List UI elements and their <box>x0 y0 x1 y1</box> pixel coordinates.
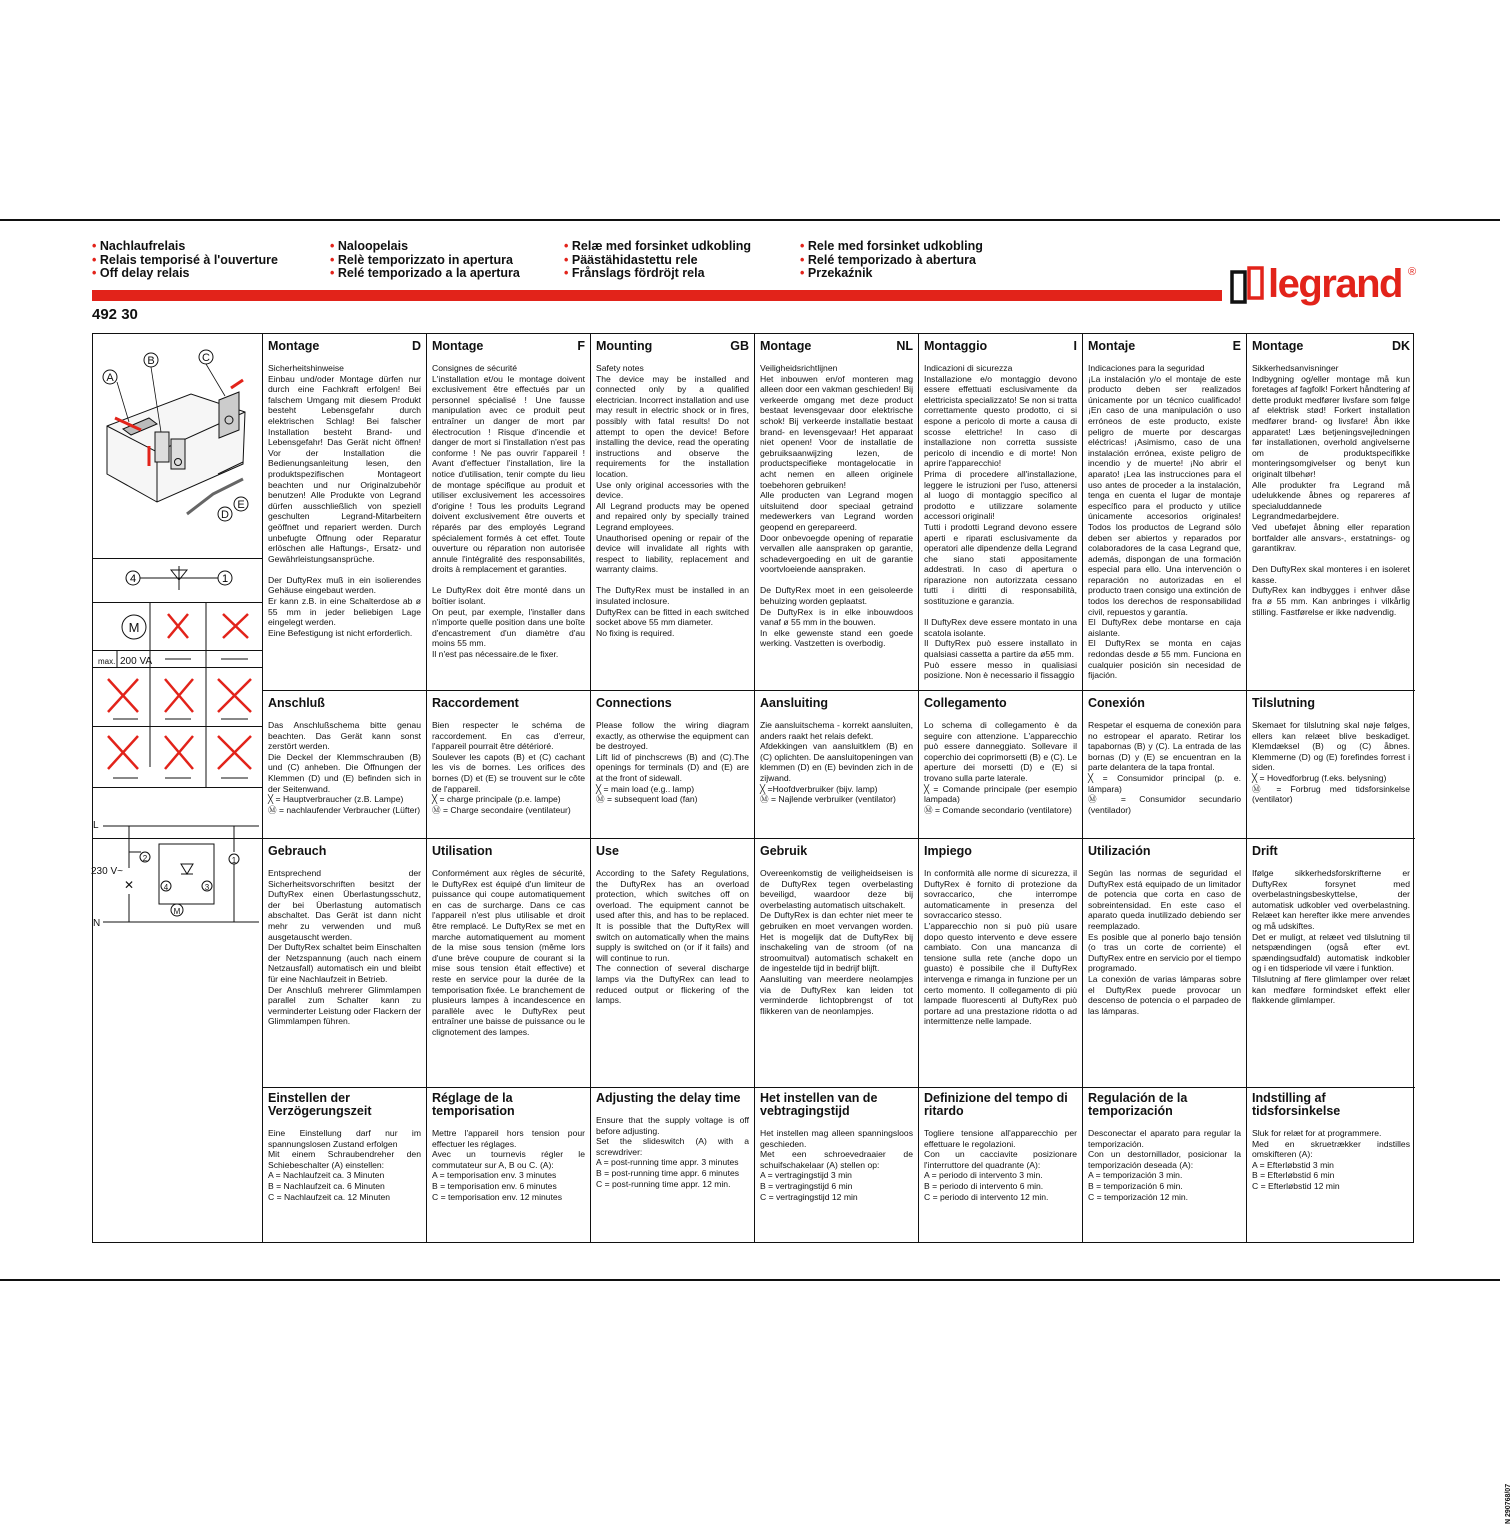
section-title: Montaje <box>1088 339 1136 353</box>
label-d: D <box>221 509 229 521</box>
language-code: F <box>577 339 585 353</box>
section-title: Collegamento <box>924 696 1007 710</box>
section-heading <box>432 844 585 858</box>
section-heading <box>1088 844 1241 858</box>
section-title: Anschluß <box>268 696 325 710</box>
relay-symbol <box>126 566 232 590</box>
section-body: Conformément aux règles de sécurité, le DuftyRex est équipé d'un limiteur de puissance qui coupe automatiquement en cas de surcharge. Dans ce cas l'appareil n'est plus utilisable et droit être remplacé. Le DuftyRex se met en marche automatiquement au moment de la mise sous tension (même lors d'une brève coupure de courant si la mise sous tension était effective) et reste en service pour la durée de la temporisation fixée. Le branchement de plusieurs lampes à incandescence en parallèle avec le DuftyRex peut entraîner une baisse de puissance ou le clignotement des lampes. <box>432 868 585 1037</box>
section-heading <box>760 696 913 710</box>
section-body: Overeenkomstig de veiligheidseisen is de DuftyRex tegen overbelasting beveiligd, waardoor deze bij overbelasting automatisch uitschakelt. De DuftyRex is dan echter niet meer te gebruiken en moet vervangen worden. Het is mogelijk dat de DuftyRex bij inschakeling van de stroom (of na stroomuitval) automatisch schakelt en de ingestelde tijd in bedrijf blijft. Aansluiting van meerdere neolampjes via de DuftyRex kan leiden tot verminderde lichtopbrengst of tot flikkeren van de neonlampjes. <box>760 868 913 1016</box>
instruction-table <box>91 333 1512 1524</box>
max-label: max. <box>98 657 116 666</box>
section-body: Sluk for relæt for at programmere. Med en skruetrækker indstilles omskifteren (A): A = Efterløbstid 3 min B = Efterløbstid 6 min C = Efterløbstid 12 min <box>1252 1128 1410 1191</box>
svg-text:1: 1 <box>231 856 237 865</box>
section-body: Respetar el esquema de conexión para no estropear el aparato. Retirar los tapabornas (B) y (C). La entrada de las bornas (D) y (E) se encuentran en la parte delantera de la tapa frontal. ╳ = Consumidor principal (p. e. lámpara) Ⓜ = Consumidor secundario (ventilador) <box>1088 720 1241 815</box>
section-title: Impiego <box>924 844 972 858</box>
section-heading <box>924 1092 1077 1118</box>
load-symbols <box>98 602 251 787</box>
section-title: Montaggio <box>924 339 988 353</box>
section-heading <box>760 844 913 858</box>
section-connection-i <box>919 691 1082 838</box>
label-c: C <box>202 352 210 364</box>
section-adjust-dk <box>1247 1088 1415 1242</box>
section-montage-f <box>427 334 590 690</box>
label-b: B <box>147 355 155 367</box>
section-body: Mettre l'appareil hors tension pour effectuer les réglages. Avec un tournevis régler le commutateur sur A, B ou C. (A): A = temporisation env. 3 minutes B = temporisation env. 6 minutes C = temporisation env. 12 minutes <box>432 1128 585 1202</box>
section-body: Indicaciones para la seguridad ¡La instalación y/o el montaje de este producto deben ser realizados únicamente por un técnico cualificado! ¡En caso de una manipulación o uso erróneos de este producto, existe peligro de muerte por descargas eléctricas! ¡Asimismo, caso de una instalación errónea, existe peligro de incendio y de muerte! ¡No abrir el aparato! ¡Lea las instrucciones para el uso antes de proceder a la instalación, tenga en cuenta el lugar de montaje específico para el producto y utilice únicamente accesorios originales! Todos los productos de Legrand sólo deben ser abiertos y reparados por colaboradores de la casa Legrand que, además, dispongan de una formación especial para ello. Una intervención o reparación no autorizadas en el producto traen consigo una extinción de todos los derechos de responsabilidad civil, repuestos y garantía. El DuftyRex debe montarse en caja aislante. El DuftyRex se monta en cajas redondas desde ø 55 mm. Funciona en cualquier posición sin necesidad de fijación. <box>1088 363 1241 681</box>
section-title: Réglage de la temporisation <box>432 1091 515 1118</box>
header-titles-1: • Nachlaufrelais • Relais temporisé à l'ouverture • Off delay relais <box>92 239 278 281</box>
section-montage-nl <box>755 334 918 690</box>
section-title: Use <box>596 844 619 858</box>
section-body: Veiligheidsrichtlijnen Het inbouwen en/of monteren mag alleen door een vakman geschieden! Bij verkeerde omgang met deze product bestaat levensgevaar door elektrische schok! Bij verkeerde installatie bestaat brand- en levensgevaar! Het apparaat niet openen! Voor de installatie de gebruiksaanwijzing lezen, de productspecifieke montagelocatie in acht nemen en alleen originele toebehoren gebruiken! Alle producten van Legrand mogen uitsluitend door speciaal getraind medewerkers van Legrand worden geopend en gerepareerd. Door onbevoegde opening of reparatie vervallen alle aanspraken op garantie, schadevergoeding en uit de garantie voortvloeiende aanspraken. De DuftyRex moet in een geisoleerde behuizing worden geplaatst. De DuftyRex is in elke inbouwdoos vanaf ø 55 mm in the bouwen. In elke gewenste stand een goede werking. Vastzetten is overbodig. <box>760 363 913 649</box>
header-titles-2: • Naloopelais • Relè temporizzato in apertura • Relé temporizado a la apertura <box>330 239 520 281</box>
svg-text:3: 3 <box>204 883 210 892</box>
svg-text:M: M <box>173 907 181 916</box>
section-title: Het instellen van de vebtragingstijd <box>760 1091 878 1118</box>
section-heading <box>432 696 585 710</box>
motor-icon: M <box>128 620 140 635</box>
section-adjust-d <box>263 1088 426 1242</box>
section-heading <box>1252 844 1410 858</box>
section-body: Consignes de sécurité L'installation et/ou le montage doivent exclusivement être effectués par un personnel spécialisé ! Une fausse manipulation avec ce produit peut entraîner un danger de mort par électrocution ! Risque d'incendie et danger de mort si l'installation n'est pas conforme ! Ne pas ouvrir l'appareil ! Avant d'effectuer l'installation, lire la notice d'utilisation, tenir compte du lieu de montage spécifique au produit et utiliser exclusivement les accessoires d'origine ! Tous les produits Legrand doivent exclusivement être ouverts et réparés par des employés Legrand spécialement formés à cet effet. Toute ouverture ou réparation non autorisée annule l'intégralité des responsabilités, droits à remplacement et garanties. Le DuftyRex doit être monté dans un boîtier isolant. On peut, par exemple, l'installer dans n'importe quelle position dans une boîte d'encastrement d'un diamètre d'au moins 55 mm. Il n'est pas nécessaire.de le fixer. <box>432 363 585 660</box>
terminal-4: 4 <box>129 573 137 585</box>
section-title: Connections <box>596 696 672 710</box>
section-heading <box>268 1092 421 1118</box>
section-body: Togliere tensione all'apparecchio per effettuare le regolazioni. Con un cacciavite posizionare l'interruttore del quadrante (A): A = periodo di intervento 3 min. B = periodo di intervento 6 min. C = periodo di intervento 12 min. <box>924 1128 1077 1202</box>
section-use-i <box>919 839 1082 1087</box>
section-connection-d <box>263 691 426 838</box>
language-code: NL <box>896 339 913 353</box>
product-reference: 492 30 <box>92 306 138 323</box>
section-heading <box>1252 1092 1410 1118</box>
voltage-label: 230 V~ <box>91 866 123 877</box>
section-title: Drift <box>1252 844 1278 858</box>
section-use-gb <box>591 839 754 1087</box>
section-heading <box>760 339 913 353</box>
section-heading <box>924 844 1077 858</box>
section-body: Entsprechend der Sicherheitsvorschriften besitzt der DuftyRex einen Überlastungsschutz, der bei Überlastung automatisch abschaltet. Das Gerät ist dann nicht mehr zu verwenden und muß ausgetauscht werden. Der DuftyRex schaltet beim Einschalten der Netzspannung (auch nach einem Netzausfall) automatisch ein und bleibt für eine Nachlaufzeit in Betrieb. Der Anschluß mehrerer Glimmlampen parallel zum Schalter kann zu verminderter Leistung oder Flackern der Glimmlampen führen. <box>268 868 421 1027</box>
language-code: D <box>411 339 421 353</box>
section-title: Montage <box>432 339 484 353</box>
section-adjust-e <box>1083 1088 1246 1242</box>
section-title: Conexión <box>1088 696 1145 710</box>
section-montage-gb <box>591 334 754 690</box>
section-body: Zie aansluitschema - korrekt aansluiten, anders raakt het relais defekt. Afdekkingen van aansluitklem (B) en (C) oplichten. De aansluitopeningen van klemmen (D) en (E) bevinden zich in de zijwand. ╳ =Hoofdverbruiker (bijv. lamp) Ⓜ = Najlende verbruiker (ventilator) <box>760 720 913 805</box>
section-use-f <box>427 839 590 1087</box>
section-title: Tilslutning <box>1252 696 1315 710</box>
section-title: Mounting <box>596 339 653 353</box>
section-heading <box>432 339 585 353</box>
section-heading <box>1088 696 1241 710</box>
section-montage-dk <box>1247 334 1415 690</box>
section-body: Desconectar el aparato para regular la temporización. Con un destornillador, posicionar la temporización deseada (A): A = temporización 3 min. B = temporización 6 min. C = temporización 12 min. <box>1088 1128 1241 1202</box>
header-titles-4: • Rele med forsinket udkobling • Relé temporizado à abertura • Przekaźnik <box>800 239 983 281</box>
section-use-nl <box>755 839 918 1087</box>
section-body: Sikkerhedsanvisninger Indbygning og/eller montage må kun foretages af fagfolk! Forkert håndtering af dette produkt medfører livsfare som følge af elektrisk stød! Forkert installation medfører brand- og livsfare! Åbn ikke apparatet! Læs betjeningsvejledningen før installationen, overhold angivelserne om de produktspecifikke monteringsomgivelser og benyt kun originalt tilbehør! Alle produkter fra Legrand må udelukkende åbnes og repareres af specialuddannede Legrandmedarbejdere. Ved ubeføjet åbning eller reparation bortfalder alle ansvars-, erstatnings- og garantikrav. Den DuftyRex skal monteres i en isoleret kasse. DuftyRex kan indbygges i enhver dåse fra ø 55 mm. Kan anbringes i vilkårlig stilling. Fastførelse er ikke nødvendig. <box>1252 363 1410 617</box>
section-title: Utilisation <box>432 844 493 858</box>
section-body: Safety notes The device may be installed and connected only by a qualified electrician. Incorrect installation and use may result in electric shock or in fires, possibly with fatal results! Do not attempt to open the device! Before installing the device, read the operating instructions and observe the requirements for the installation location. Use only original accessories with the device. All Legrand products may be opened and repaired only by specially trained Legrand employees. Unauthorised opening or repair of the device will invalidate all rights with respect to liability, replacement and warranty claims. The DuftyRex must be installed in an insulated inclosure. DuftyRex can be fitted in each switched socket above 55 mm diameter. No fixing is required. <box>596 363 749 638</box>
section-body: Sicherheitshinweise Einbau und/oder Montage dürfen nur durch eine Fachkraft erfolgen! Bei falschem Umgang mit diesem Produkt besteht Lebensgefahr durch elektrischen Schlag! Bei falscher Installation besteht Brand- und Lebensgefahr! Das Gerät nicht öffnen! Vor der Installation die Bedienungsanleitung lesen, den produktspezifischen Montageort beachten und nur Originalzubehör benutzen! Alle Produkte von Legrand dürfen ausschließlich von speziell geschulten Legrand-Mitarbeitern geöffnet und repariert werden. Durch unbefugte Öffnung oder Reparatur erlöschen alle Haftungs-, Ersatz- und Gewährleistungsansprüche. Der DuftyRex muß in ein isolierendes Gehäuse eingebaut werden. Er kann z.B. in eine Schalterdose ab ø 55 mm in jeder beliebigen Lage eingelegt werden. Eine Befestigung ist nicht erforderlich. <box>268 363 421 638</box>
section-connection-e <box>1083 691 1246 838</box>
section-heading <box>596 1092 749 1105</box>
section-adjust-gb <box>591 1088 754 1242</box>
language-code: DK <box>1391 339 1410 353</box>
section-title: Einstellen der Verzögerungszeit <box>268 1091 372 1118</box>
section-heading <box>596 339 749 353</box>
section-title: Gebrauch <box>268 844 327 858</box>
section-body: Het instellen mag alleen spanningsloos geschieden. Met een schroevedraaier de schuifschakelaar (A) stellen op: A = vertragingstijd 3 min B = vertragingstijd 6 min C = vertragingstijd 12 min <box>760 1128 913 1202</box>
section-use-e <box>1083 839 1246 1087</box>
header-titles-3: • Relæ med forsinket udkobling • Päästähidastettu rele • Frånslags fördröjt rela <box>564 239 752 281</box>
section-heading <box>1252 696 1410 710</box>
section-connection-dk <box>1247 691 1415 838</box>
section-title: Utilización <box>1088 844 1151 858</box>
label-e: E <box>237 499 245 511</box>
section-connection-nl <box>755 691 918 838</box>
section-adjust-i <box>919 1088 1082 1242</box>
svg-text:✕: ✕ <box>124 878 135 892</box>
max-value: 200 VA <box>120 656 153 667</box>
legrand-logo-icon <box>1230 266 1266 306</box>
document-code: N 290768/07 <box>1505 1483 1512 1524</box>
section-body: Please follow the wiring diagram exactly, as otherwise the equipment can be destroyed. Lift lid of pinchscrews (B) and (C).The openings for terminals (D) and (E) are at the front of sidewall. ╳ = main load (e.g.. lamp) Ⓜ = subsequent load (fan) <box>596 720 749 805</box>
section-body: In conformità alle norme di sicurezza, il DuftyRex è fornito di protezione da sovraccarico, che interrompe automaticamente in presenza del sovraccarico stesso. L'apparecchio non si può più usare dopo questo intervento e deve essere cambiato. Con una mancanza di tensione sulla rete (anche dopo un guasto) è possibile che il DuftyRex intervenga e rimanga in funzione per un certo momento. Il collegamento di più lampade fluorescenti al DuftyRex può portare ad una prestazione ridotta o ad intermittenze nelle lampade. <box>924 868 1077 1027</box>
circuit-diagram <box>89 804 263 934</box>
section-title: Indstilling af tidsforsinkelse <box>1252 1091 1341 1118</box>
section-body: Ensure that the supply voltage is off before adjusting. Set the slideswitch (A) with a screwdriver: A = post-running time appr. 3 minutes B = post-running time appr. 6 minutes C = post-running time appr. 12 min. <box>596 1115 749 1189</box>
language-code: E <box>1232 339 1241 353</box>
svg-text:4: 4 <box>163 883 169 892</box>
svg-text:2: 2 <box>142 854 148 863</box>
section-use-d <box>263 839 426 1087</box>
language-code: I <box>1073 339 1077 353</box>
section-heading <box>1088 1092 1241 1118</box>
section-body: Skemaet for tilslutning skal nøje følges, ellers kan relæet blive beskadiget. Klemdæksel (B) og (C) åbnes. Klemmerne (D) og (E) forefindes forrest i siden. ╳ = Hovedforbrug (f.eks. belysning) Ⓜ = Forbrug med tidsforsinkelse (ventilator) <box>1252 720 1410 805</box>
brand-registered: ® <box>1408 266 1417 278</box>
section-body: Ifølge sikkerhedsforskrifterne er DuftyRex forsynet med overbelastningsbeskyttelse, der automatisk udkobler ved overbelastning. Relæet kan herefter ikke mere anvendes og må udskiftes. Det er muligt, at relæet ved tilslutning til netspændingen (også efter evt. spændingsudfald) automatisk indkobler og i en tidsperiode vil være i funktion. Tilslutning af flere glimlamper over relæt kan medføre formindsket effekt eller flakkende glimlamper. <box>1252 868 1410 1006</box>
section-montage-i <box>919 334 1082 690</box>
section-body: Lo schema di collegamento è da seguire con attenzione. L'apparecchio può essere danneggiato. Sollevare il coperchio dei coprimorsetti (B) e (C). Le aperture dei morsetti (D) e (E) si trovano sulla parte laterale. ╳ = Comande principale (per esempio lampada) Ⓜ = Comande secondario (ventilatore) <box>924 720 1077 815</box>
section-heading <box>268 339 421 353</box>
section-montage-d <box>263 334 426 690</box>
section-heading <box>760 1092 913 1118</box>
section-adjust-f <box>427 1088 590 1242</box>
brand-name: legrand <box>1268 262 1402 306</box>
section-connection-f <box>427 691 590 838</box>
section-title: Montage <box>760 339 812 353</box>
section-body: Indicazioni di sicurezza Installazione e/o montaggio devono essere effettuati esclusivamente da elettricista specializzato! Se non si tratta correttamente questo prodotto, ci si espone a pericolo di morte a causa di scosse elettriche! In caso di installazione non corretta sussiste pericolo di incendio e di morte! Non aprire l'apparecchio! Prima di procedere all'installazione, leggere le istruzioni per l'uso, attenersi al luogo di montaggio specifico al prodotto e utilizzare solamente accessori originali! Tutti i prodotti Legrand devono essere aperti e riparati esclusivamente da operatori alle dipendenze della Legrand che siano stati appositamente addestrati. In caso di apertura o riparazione non autorizzata cessano tutti i diritti di responsabilità, sostituzione e garanzia. Il DuftyRex deve essere montato in una scatola isolante. Il DuftyRex può essere installato in qualsiasi cassetta a partire da ø55 mm. Può essere messo in qualisiasi posizione. Non è necessario il fissaggio <box>924 363 1077 681</box>
terminal-1: 1 <box>221 573 229 585</box>
section-body: Das Anschlußschema bitte genau beachten. Das Gerät kann sonst zerstört werden. Die Deckel der Klemmschrauben (B) und (C) anheben. Die Öffnungen der Klemmen (D) und (E) befinden sich in der Seitenwand. ╳ = Hauptverbraucher (z.B. Lampe) Ⓜ = nachlaufender Verbraucher (Lüfter) <box>268 720 421 815</box>
section-title: Aansluiting <box>760 696 829 710</box>
wiring-diagram <box>93 334 263 1242</box>
line-n-label: N <box>93 918 101 929</box>
section-body: According to the Safety Regulations, the DuftyRex has an overload protection, which switches off on overload. The equipment cannot be used after this, and has to be replaced. It is possible that the DuftyRex will switch on automatically when the mains supply is switched on (or if it fails) and will continue to run. The connection of several discharge lamps via the DuftyRex can lead to reduced output or flickering of the lamps. <box>596 868 749 1006</box>
section-title: Adjusting the delay time <box>596 1091 741 1105</box>
section-adjust-nl <box>755 1088 918 1242</box>
section-title: Raccordement <box>432 696 519 710</box>
section-heading <box>268 844 421 858</box>
section-heading <box>596 844 749 858</box>
section-title: Montage <box>1252 339 1304 353</box>
section-title: Gebruik <box>760 844 808 858</box>
line-l-label: L <box>93 820 99 831</box>
section-title: Definizione del tempo di ritardo <box>924 1091 1068 1118</box>
section-heading <box>924 339 1077 353</box>
section-body: Eine Einstellung darf nur im spannungslosen Zustand erfolgen Mit einem Schraubendreher den Schiebeschalter (A) einstellen: A = Nachlaufzeit ca. 3 Minuten B = Nachlaufzeit ca. 6 Minuten C = Nachlaufzeit ca. 12 Minuten <box>268 1128 421 1202</box>
language-code: GB <box>730 339 749 353</box>
red-header-bar <box>92 290 1222 301</box>
label-a: A <box>106 372 114 384</box>
section-heading <box>268 696 421 710</box>
section-use-dk <box>1247 839 1415 1087</box>
section-montage-e <box>1083 334 1246 690</box>
section-title: Montage <box>268 339 320 353</box>
section-heading <box>1088 339 1241 353</box>
section-title: Regulación de la temporización <box>1088 1091 1188 1118</box>
section-connection-gb <box>591 691 754 838</box>
section-heading <box>924 696 1077 710</box>
section-heading <box>1252 339 1410 353</box>
section-heading <box>596 696 749 710</box>
section-body: Según las normas de seguridad el DuftyRex está equipado de un limitador de potencia que corta en caso de sobreintensidad. En este caso el aparato queda inutilizado debiendo ser reemplazado. Es posible que al ponerlo bajo tensión (o tras un corte de corriente) el DuftyRex entre en servicio por el tiempo programado. La conexión de varias lámparas sobre el DuftyRex puede provocar un descenso de potencia o el parpadeo de las lámparas. <box>1088 868 1241 1016</box>
section-heading <box>432 1092 585 1118</box>
device-drawing <box>107 392 245 514</box>
section-body: Bien respecter le schéma de raccordement. En cas d'erreur, l'appareil pourrait être détérioré. Soulever les capots (B) et (C) cachant les vis de bornes. Les orifices des bornes (D) et (E) se trouvent sur le côte de l'appareil. ╳ = charge principale (p.e. lampe) Ⓜ = Charge secondaire (ventilateur) <box>432 720 585 815</box>
